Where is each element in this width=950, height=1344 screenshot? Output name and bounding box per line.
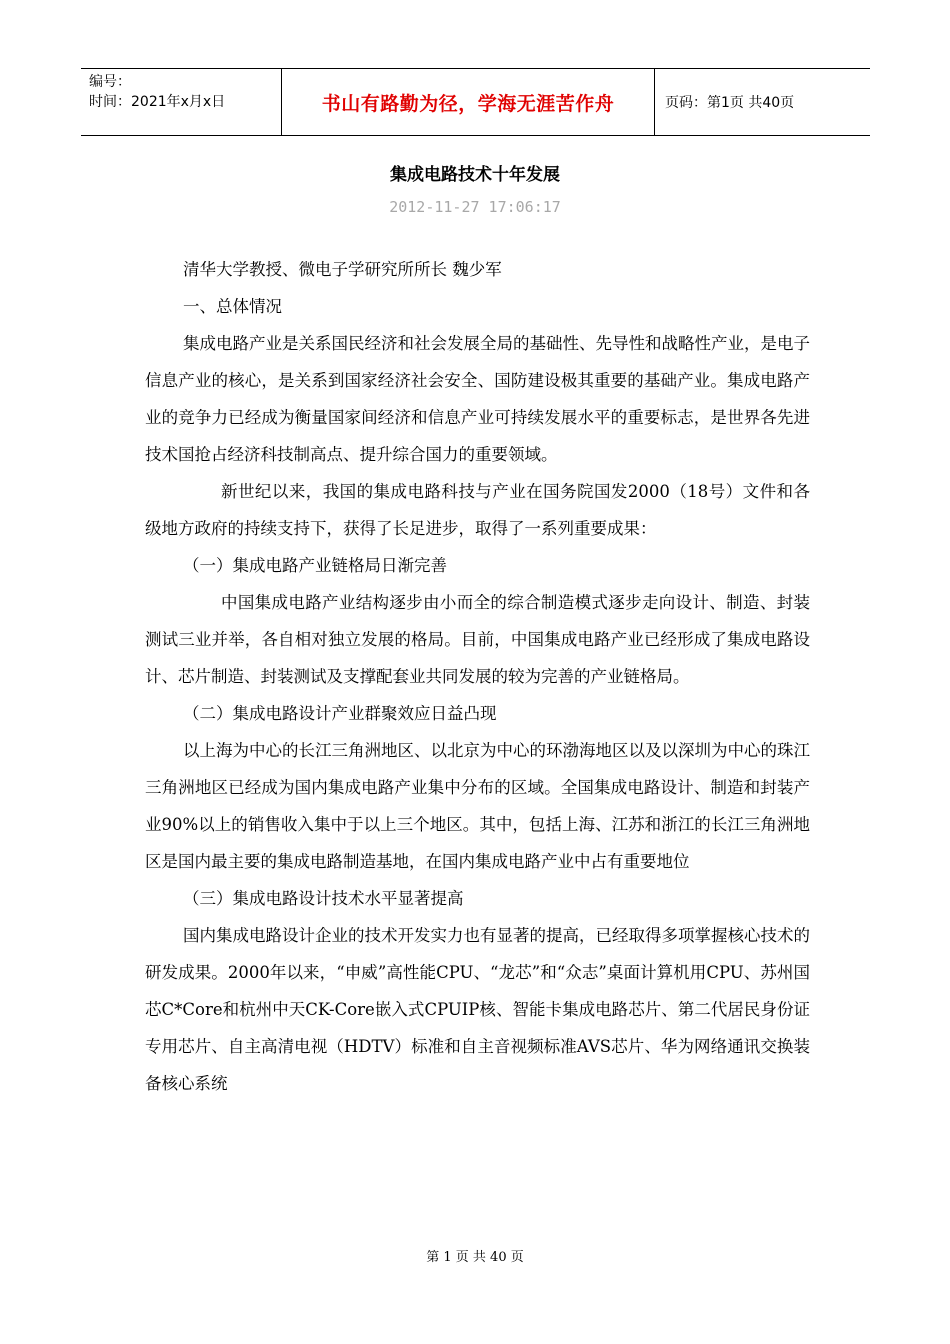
document-body — [145, 251, 810, 1102]
subsection-heading: （二）集成电路设计产业群聚效应日益凸现 — [183, 704, 497, 723]
page-footer: 第 1 页 共 40 页 — [426, 1250, 524, 1265]
document-title: 集成电路技术十年发展 — [390, 165, 560, 185]
body-paragraph: 集成电路产业是关系国民经济和社会发展全局的基础性、先导性和战略性产业，是电子信息产业的核心，是关系到国家经济社会安全、国防建设极其重要的基础产业。集成电路产业的竞争力已经成为衡量国家间经济和信息产业可持续发展水平的重要标志，是世界各先进技术国抢占经济科技制高点、提升综合国力的重要领域。 — [145, 334, 810, 464]
author-line: 清华大学教授、微电子学研究所所长 魏少军 — [183, 260, 502, 279]
subsection-heading: （一）集成电路产业链格局日渐完善 — [183, 556, 447, 575]
section-heading: 一、总体情况 — [183, 297, 282, 316]
body-paragraph: 以上海为中心的长江三角洲地区、以北京为中心的环渤海地区以及以深圳为中心的珠江三角洲地区已经成为国内集成电路产业集中分布的区域。全国集成电路设计、制造和封装产业90%以上的销售收入集中于以上三个地区。其中，包括上海、江苏和浙江的长江三角洲地区是国内最主要的集成电路制造基地，在国内集成电路产业中占有重要地位 — [145, 741, 810, 871]
body-paragraph: 中国集成电路产业结构逐步由小而全的综合制造模式逐步走向设计、制造、封装测试三业并举，各自相对独立发展的格局。目前，中国集成电路产业已经形成了集成电路设计、芯片制造、封装测试及支撑配套业共同发展的较为完善的产业链格局。 — [145, 593, 810, 686]
subsection-heading: （三）集成电路设计技术水平显著提高 — [183, 889, 464, 908]
header-motto-cell — [282, 69, 655, 135]
header-info-cell — [81, 69, 282, 135]
header-page-cell — [655, 69, 870, 135]
motto-text: 书山有路勤为径，学海无涯苦作舟 — [321, 92, 615, 115]
body-paragraph: 国内集成电路设计企业的技术开发实力也有显著的提高，已经取得多项掌握核心技术的研发成果。2000年以来，“申威”高性能CPU、“龙芯”和“众志”桌面计算机用CPU、苏州国芯C*Core和杭州中天CK-Core嵌入式CPUIP核、智能卡集成电路芯片、第二代居民身份证专用芯片、自主高清电视（HDTV）标准和自主音视频标准AVS芯片、华为网络通讯交换装备核心系统 — [145, 926, 810, 1093]
time-label: 时间：2021年x月x日 — [89, 94, 226, 110]
body-paragraph: 新世纪以来，我国的集成电路科技与产业在国务院国发2000（18号）文件和各级地方政府的持续支持下，获得了长足进步，取得了一系列重要成果： — [145, 482, 810, 538]
page-code: 页码：第1页 共40页 — [665, 95, 795, 111]
document-date: 2012-11-27 17:06:17 — [389, 198, 561, 216]
number-label: 编号： — [89, 74, 131, 90]
header-table — [81, 68, 870, 136]
